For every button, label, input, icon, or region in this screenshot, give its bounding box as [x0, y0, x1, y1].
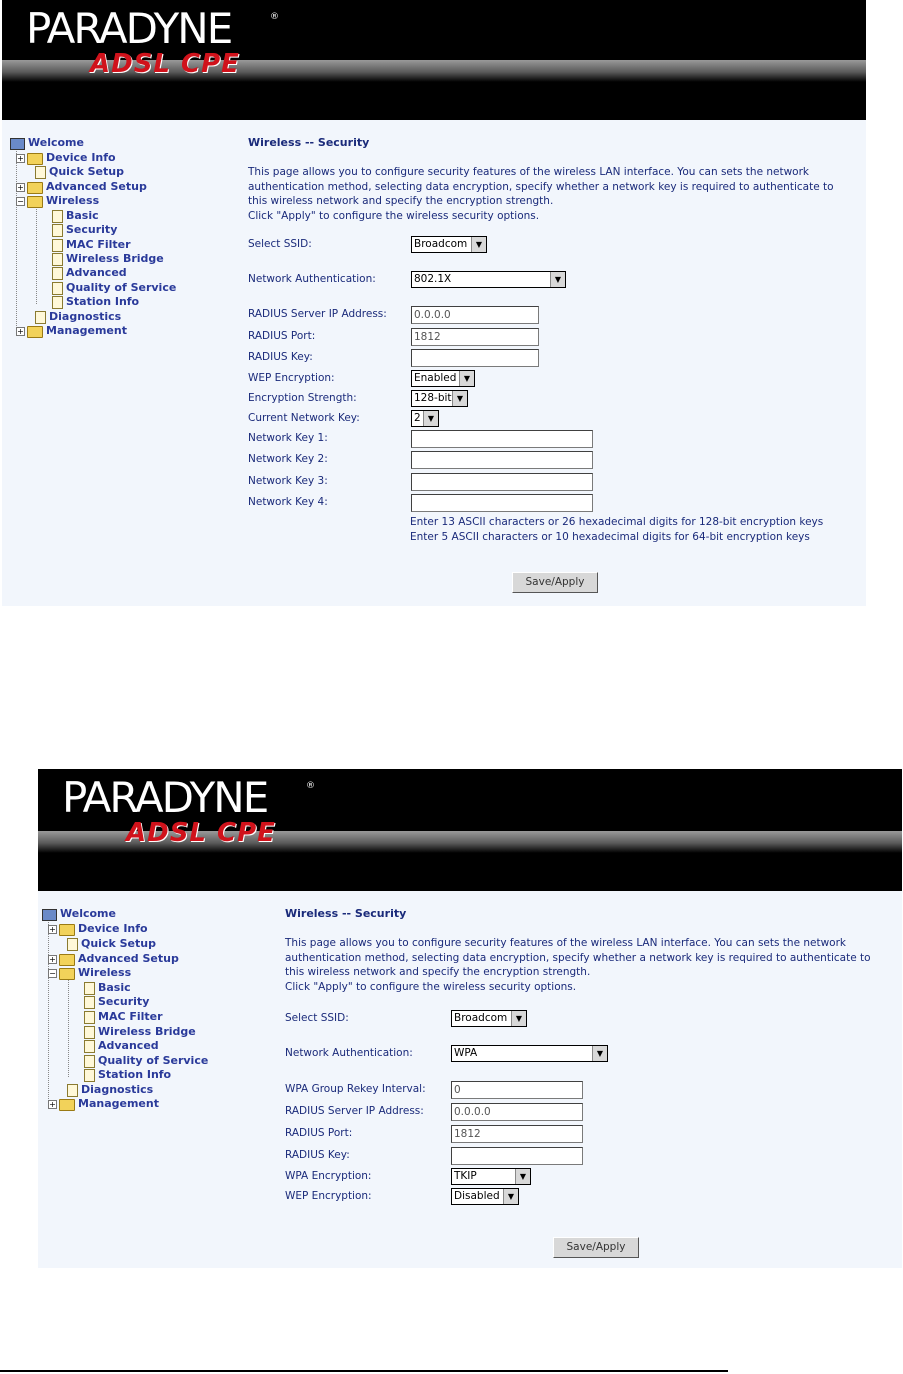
open-folder-icon: [27, 196, 43, 208]
key-length-hint: [410, 515, 823, 544]
page-icon: [52, 282, 63, 295]
tree-item-diagnostics[interactable]: [35, 310, 121, 324]
network-key-3-label: Network Key 3:: [248, 475, 328, 487]
tree-item-advanced-setup[interactable]: [16, 180, 147, 194]
row-select-ssid: [285, 1010, 895, 1028]
page-icon: [35, 166, 46, 179]
page-icon: [84, 982, 95, 995]
network-auth-value: 802.1X: [414, 273, 452, 285]
tree-label: Wireless: [46, 194, 100, 207]
page-icon: [67, 1084, 78, 1097]
tree-label: Wireless Bridge: [66, 252, 164, 265]
tree-label: Basic: [66, 209, 99, 222]
row-network-authentication: [248, 271, 858, 289]
tree-label: Quality of Service: [98, 1054, 209, 1067]
radius-port-field[interactable]: 1812: [411, 328, 539, 346]
page-description: [248, 165, 848, 223]
row-wep-encryption: [248, 370, 858, 388]
row-network-key-1: [248, 430, 858, 448]
tree-item-quick-setup[interactable]: [35, 165, 124, 179]
encryption-strength-value: 128-bit: [414, 392, 452, 404]
network-key-1-label: Network Key 1:: [248, 432, 328, 444]
row-network-key-2: [248, 451, 858, 469]
tree-item-advanced[interactable]: [52, 266, 127, 280]
tree-label: Basic: [98, 981, 131, 994]
chevron-down-icon: ▼: [503, 1189, 518, 1204]
wpa-encryption-label: WPA Encryption:: [285, 1170, 372, 1182]
wep-encryption-label: WEP Encryption:: [248, 372, 335, 384]
row-current-network-key: [248, 410, 858, 428]
wep-encryption-value: Disabled: [454, 1190, 500, 1202]
tree-connector: [48, 919, 49, 1103]
expand-icon[interactable]: +: [49, 955, 56, 964]
collapse-icon[interactable]: −: [49, 969, 56, 978]
tree-label: Advanced Setup: [78, 952, 179, 965]
page-description: [285, 936, 885, 994]
key-hint-64: Enter 5 ASCII characters or 10 hexadecimal digits for 64-bit encryption keys: [410, 530, 810, 543]
tree-item-wireless-bridge[interactable]: [52, 252, 164, 266]
wep-encryption-select[interactable]: [451, 1188, 519, 1205]
row-network-key-4: [248, 494, 858, 512]
tree-connector: [36, 206, 37, 304]
radius-port-label: RADIUS Port:: [285, 1127, 353, 1139]
wep-encryption-label: WEP Encryption:: [285, 1190, 372, 1202]
row-wpa-rekey-interval: [285, 1081, 895, 1099]
chevron-down-icon: ▼: [471, 237, 486, 252]
tree-item-qos[interactable]: [52, 281, 176, 295]
tree-item-device-info[interactable]: [16, 151, 116, 165]
page-footer-rule: [0, 1370, 728, 1372]
row-network-key-3: [248, 473, 858, 491]
description-apply-hint: Click "Apply" to configure the wireless security options.: [285, 980, 577, 993]
tree-item-mac-filter[interactable]: [84, 1010, 163, 1024]
tree-item-welcome[interactable]: [42, 907, 116, 921]
description-apply-hint: Click "Apply" to configure the wireless security options.: [248, 209, 540, 222]
tree-label: Diagnostics: [49, 310, 122, 323]
tree-label: Quick Setup: [49, 165, 124, 178]
row-radius-ip: [248, 306, 858, 324]
chevron-down-icon: ▼: [452, 391, 467, 406]
radius-ip-label: RADIUS Server IP Address:: [248, 308, 387, 320]
network-key-4-field[interactable]: [411, 494, 593, 512]
tree-label: Management: [46, 324, 127, 337]
page-icon: [52, 296, 63, 309]
current-key-select[interactable]: [411, 410, 439, 427]
expand-icon[interactable]: +: [17, 327, 24, 336]
tree-label: Management: [78, 1097, 159, 1110]
ssid-select[interactable]: [411, 236, 487, 253]
row-network-authentication: [285, 1045, 895, 1063]
chevron-down-icon: ▼: [515, 1169, 530, 1184]
tree-item-basic[interactable]: [84, 981, 131, 995]
folder-icon: [27, 326, 43, 338]
tree-label: Station Info: [98, 1068, 172, 1081]
page-icon: [52, 253, 63, 266]
page-icon: [35, 311, 46, 324]
tree-item-wireless-bridge[interactable]: [84, 1025, 196, 1039]
ssid-select[interactable]: [451, 1010, 527, 1027]
tree-item-advanced-setup[interactable]: [48, 952, 179, 966]
tree-label: Device Info: [46, 151, 116, 164]
chevron-down-icon: ▼: [459, 371, 474, 386]
paradyne-logo: [62, 773, 315, 853]
ssid-select-value: Broadcom: [454, 1012, 508, 1024]
wep-encryption-value: Enabled: [414, 372, 457, 384]
tree-item-station-info[interactable]: [52, 295, 139, 309]
row-radius-ip: [285, 1103, 895, 1121]
tree-item-device-info[interactable]: [48, 922, 148, 936]
page-icon: [67, 938, 78, 951]
tree-label: MAC Filter: [98, 1010, 163, 1023]
tree-item-wireless[interactable]: [16, 194, 99, 208]
row-radius-port: [248, 328, 858, 346]
radius-port-label: RADIUS Port:: [248, 330, 316, 342]
tree-item-qos[interactable]: [84, 1054, 208, 1068]
page-icon: [52, 224, 63, 237]
tree-item-security[interactable]: [84, 995, 149, 1009]
row-select-ssid: [248, 236, 858, 254]
page-title: Wireless -- Security: [248, 136, 370, 149]
logo-product-name: ADSL CPE: [90, 49, 240, 79]
tree-item-management[interactable]: [48, 1097, 159, 1111]
folder-icon: [27, 182, 43, 194]
network-auth-select[interactable]: [451, 1045, 608, 1062]
tree-item-station-info[interactable]: [84, 1068, 171, 1082]
network-key-2-field[interactable]: [411, 451, 593, 469]
screenshot-wpa: [38, 769, 902, 1268]
tree-item-management[interactable]: [16, 324, 127, 338]
computer-icon: [42, 909, 57, 921]
tree-connector: [16, 148, 17, 330]
key-hint-128: Enter 13 ASCII characters or 26 hexadecimal digits for 128-bit encryption keys: [410, 516, 824, 528]
wpa-rekey-label: WPA Group Rekey Interval:: [285, 1083, 426, 1095]
page-title: Wireless -- Security: [285, 907, 407, 920]
save-apply-button[interactable]: Save/Apply: [553, 1237, 639, 1258]
chevron-down-icon: ▼: [423, 411, 438, 426]
row-radius-key: [248, 349, 858, 367]
page-icon: [52, 210, 63, 223]
computer-icon: [10, 138, 25, 150]
page-icon: [84, 1040, 95, 1053]
tree-item-security[interactable]: [52, 223, 117, 237]
description-text: This page allows you to configure security features of the wireless LAN interface. You can sets the network authentication method, selecting data encryption, specify whether a network key is required to authenticate to this wireless network and specify the encryption strength.: [248, 166, 834, 207]
tree-label: Diagnostics: [81, 1083, 154, 1096]
encryption-strength-label: Encryption Strength:: [248, 392, 357, 404]
tree-item-mac-filter[interactable]: [52, 238, 131, 252]
expand-icon[interactable]: +: [49, 925, 56, 934]
radius-port-field[interactable]: 1812: [451, 1125, 583, 1143]
page-icon: [84, 996, 95, 1009]
radius-key-field[interactable]: [411, 349, 539, 367]
chevron-down-icon: ▼: [511, 1011, 526, 1026]
ssid-select-value: Broadcom: [414, 238, 468, 250]
page-icon: [84, 1069, 95, 1082]
wpa-rekey-field[interactable]: 0: [451, 1081, 583, 1099]
network-key-2-label: Network Key 2:: [248, 453, 328, 465]
network-key-1-field[interactable]: [411, 430, 593, 448]
folder-icon: [59, 924, 75, 936]
current-key-label: Current Network Key:: [248, 412, 360, 424]
expand-icon[interactable]: +: [49, 1100, 56, 1109]
logo-wordmark: PARADYNE: [62, 773, 268, 822]
tree-label: Welcome: [60, 907, 116, 920]
row-wpa-encryption: [285, 1168, 895, 1186]
collapse-icon[interactable]: −: [17, 197, 24, 206]
tree-label: Station Info: [66, 295, 140, 308]
tree-item-wireless[interactable]: [48, 966, 131, 980]
page-icon: [52, 239, 63, 252]
screenshot-802-1x: [2, 0, 866, 606]
tree-label: Security: [98, 995, 150, 1008]
tree-item-diagnostics[interactable]: [67, 1083, 153, 1097]
row-wep-encryption: [285, 1188, 895, 1206]
network-auth-select[interactable]: [411, 271, 566, 288]
folder-icon: [27, 153, 43, 165]
expand-icon[interactable]: +: [17, 183, 24, 192]
tree-item-basic[interactable]: [52, 209, 99, 223]
radius-key-label: RADIUS Key:: [248, 351, 313, 363]
chevron-down-icon: ▼: [550, 272, 565, 287]
radius-key-label: RADIUS Key:: [285, 1149, 350, 1161]
page-icon: [84, 1055, 95, 1068]
tree-item-welcome[interactable]: [10, 136, 84, 150]
paradyne-logo: [26, 4, 279, 84]
radius-ip-field[interactable]: 0.0.0.0: [411, 306, 539, 324]
tree-label: MAC Filter: [66, 238, 131, 251]
row-radius-key: [285, 1147, 895, 1165]
folder-icon: [59, 1099, 75, 1111]
radius-key-field[interactable]: [451, 1147, 583, 1165]
save-apply-button[interactable]: Save/Apply: [512, 572, 598, 593]
logo-registered-mark: ®: [270, 12, 279, 22]
select-ssid-label: Select SSID:: [285, 1012, 349, 1024]
row-radius-port: [285, 1125, 895, 1143]
tree-label: Wireless: [78, 966, 132, 979]
wpa-encryption-select[interactable]: [451, 1168, 531, 1185]
header-banner: [38, 769, 902, 891]
tree-label: Welcome: [28, 136, 84, 149]
wep-encryption-select[interactable]: [411, 370, 475, 387]
network-auth-value: WPA: [454, 1047, 478, 1059]
tree-label: Advanced Setup: [46, 180, 147, 193]
tree-label: Quick Setup: [81, 937, 156, 950]
tree-label: Device Info: [78, 922, 148, 935]
tree-label: Security: [66, 223, 118, 236]
wpa-encryption-value: TKIP: [454, 1170, 477, 1182]
page-icon: [84, 1011, 95, 1024]
network-auth-label: Network Authentication:: [285, 1047, 413, 1059]
encryption-strength-select[interactable]: [411, 390, 468, 407]
tree-item-advanced[interactable]: [84, 1039, 159, 1053]
network-key-3-field[interactable]: [411, 473, 593, 491]
open-folder-icon: [59, 968, 75, 980]
tree-connector: [68, 977, 69, 1077]
tree-label: Advanced: [98, 1039, 159, 1052]
tree-item-quick-setup[interactable]: [67, 937, 156, 951]
tree-label: Advanced: [66, 266, 127, 279]
folder-icon: [59, 954, 75, 966]
network-auth-label: Network Authentication:: [248, 273, 376, 285]
expand-icon[interactable]: +: [17, 154, 24, 163]
page-icon: [84, 1026, 95, 1039]
radius-ip-label: RADIUS Server IP Address:: [285, 1105, 424, 1117]
description-text: This page allows you to configure security features of the wireless LAN interface. You can sets the network authentication method, selecting data encryption, specify whether a network key is required to authenticate to this wireless network and specify the encryption strength.: [285, 937, 871, 978]
tree-label: Quality of Service: [66, 281, 177, 294]
page-icon: [52, 267, 63, 280]
current-key-value: 2: [414, 412, 421, 424]
chevron-down-icon: ▼: [592, 1046, 607, 1061]
logo-product-name: ADSL CPE: [126, 818, 276, 848]
logo-wordmark: PARADYNE: [26, 4, 232, 53]
select-ssid-label: Select SSID:: [248, 238, 312, 250]
logo-registered-mark: ®: [306, 781, 315, 791]
radius-ip-field[interactable]: 0.0.0.0: [451, 1103, 583, 1121]
row-encryption-strength: [248, 390, 858, 408]
tree-label: Wireless Bridge: [98, 1025, 196, 1038]
network-key-4-label: Network Key 4:: [248, 496, 328, 508]
header-banner: [2, 0, 866, 120]
